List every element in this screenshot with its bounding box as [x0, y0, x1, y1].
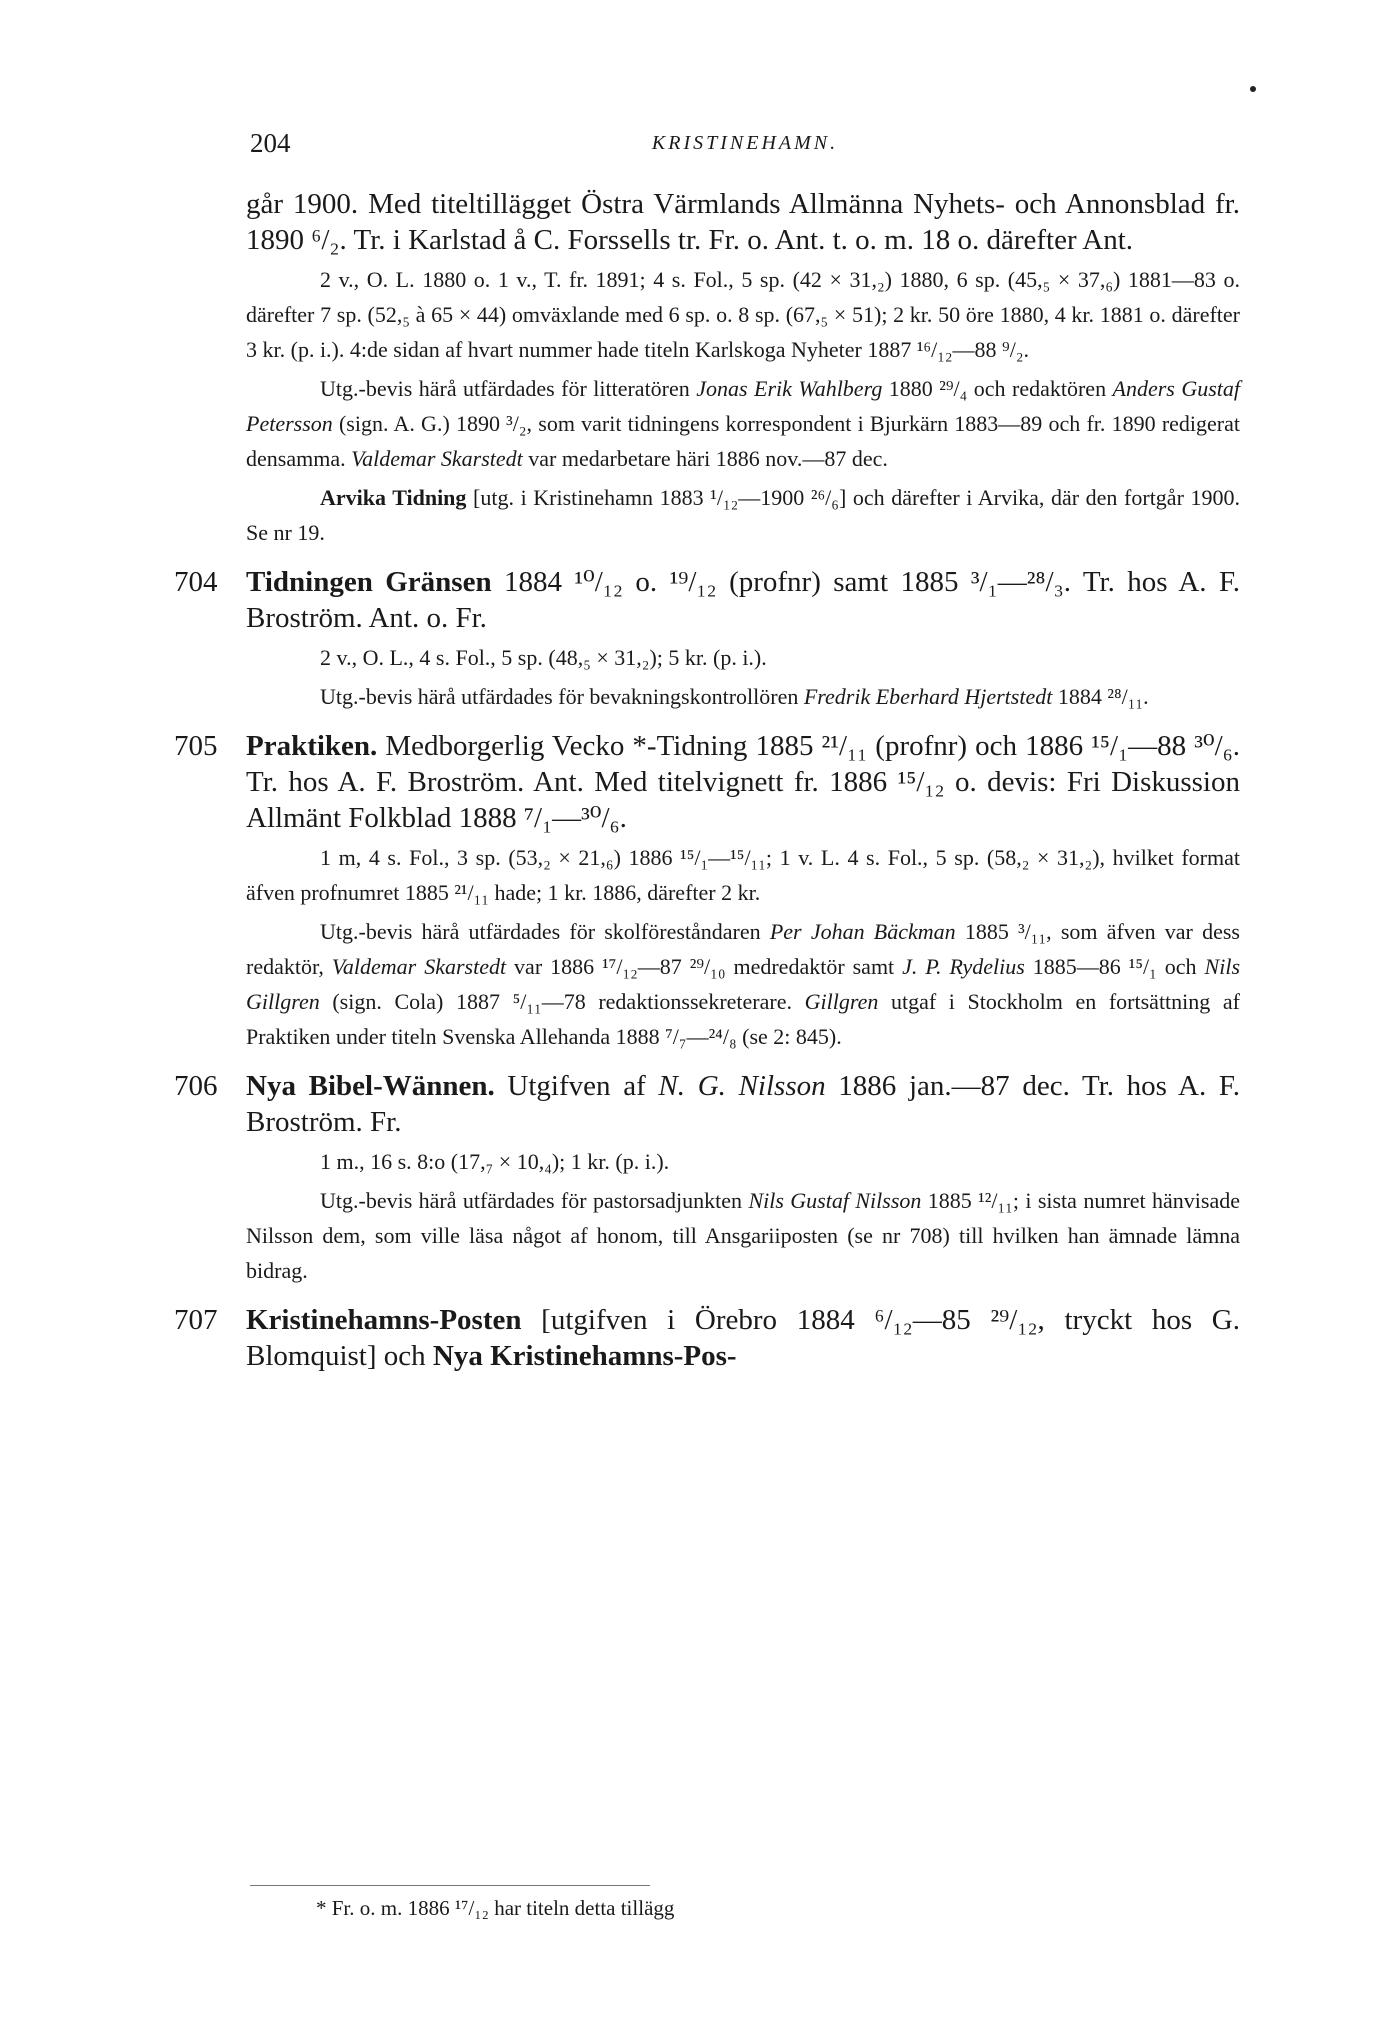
entry-publisher-note: Utg.-bevis härå utfärdades för skolföreståndaren Per Johan Bäckman 1885 ³/₁₁, som äfven var dess redaktör, Valdemar Skarstedt var 1886 ¹⁷/₁₂—87 ²⁹/₁₀ medredaktör samt J. P. Rydelius 1885—86 ¹⁵/₁ och Nils Gillgren (sign. Cola) 1887 ⁵/₁₁—78 redaktionssekreterare. Gillgren utgaf i Stockholm en fortsättning af Praktiken under titeln Svenska Allehanda 1888 ⁷/₇—²⁴/₈ (se 2: 845).: [246, 919, 1241, 1049]
newspaper-title: Tidningen Gränsen: [246, 566, 492, 598]
newspaper-title: Kristinehamns-Posten: [246, 1304, 522, 1336]
entry-physical-description: 2 v., O. L., 4 s. Fol., 5 sp. (48,₅ × 31,₂); 5 kr. (p. i.).: [320, 645, 767, 670]
page-number: 204: [250, 128, 291, 158]
entry-main-text: Praktiken. Medborgerlig Vecko *-Tidning 1885 ²¹/₁₁ (profnr) och 1886 ¹⁵/₁—88 ³⁰/₆. Tr. hos A. F. Broström. Ant. Med titelvignett fr. 1886 ¹⁵/₁₂ o. devis: Fri Diskussion Allmänt Folkblad 1888 ⁷/₁—³⁰/₆.: [246, 730, 1240, 834]
person-name: Anders Gustaf Petersson: [246, 376, 1241, 436]
person-name: Valdemar Skarstedt: [351, 446, 523, 471]
entry-number: 707: [174, 1304, 218, 1336]
entry-publisher-note: Utg.-bevis härå utfärdades för bevakningskontrollören Fredrik Eberhard Hjertstedt 1884 ²⁸/₁₁.: [320, 684, 1149, 709]
person-name: Gillgren: [804, 989, 879, 1014]
person-name: Per Johan Bäckman: [769, 919, 956, 944]
newspaper-title: Nya Kristinehamns-Pos-: [432, 1340, 737, 1372]
continuation-physical-description: 2 v., O. L. 1880 o. 1 v., T. fr. 1891; 4 s. Fol., 5 sp. (42 × 31,₂) 1880, 6 sp. (45,₅ × 37,₆) 1881—83 o. därefter 7 sp. (52,₅ à 65 × 44) omväxlande med 6 sp. o. 8 sp. (67,₅ × 51); 2 kr. 50 öre 1880, 4 kr. 1881 o. därefter 3 kr. (p. i.). 4:de sidan af hvart nummer hade titeln Karlskoga Nyheter 1887 ¹⁶/₁₂—88 ⁹/₂.: [246, 267, 1240, 362]
page-content: [174, 186, 1241, 1374]
page-header: [250, 128, 1240, 168]
running-title: KRISTINEHAMN.: [651, 132, 839, 154]
entry-physical-description: 1 m., 16 s. 8:o (17,₇ × 10,₄); 1 kr. (p. i.).: [320, 1149, 670, 1174]
person-name: N. G. Nilsson: [658, 1070, 826, 1102]
entry-number: 706: [174, 1070, 218, 1102]
entry-main-text: Tidningen Gränsen 1884 ¹⁰/₁₂ o. ¹⁹/₁₂ (profnr) samt 1885 ³/₁—²⁸/₃. Tr. hos A. F. Broström. Ant. o. Fr.: [246, 566, 1240, 634]
newspaper-title: Arvika Tidning: [320, 485, 467, 510]
entry-publisher-note: Utg.-bevis härå utfärdades för pastorsadjunkten Nils Gustaf Nilsson 1885 ¹²/₁₁; i sista numret hänvisade Nilsson dem, som ville läsa något af honom, till Ansgariiposten (se nr 708) till hvilken han ämnade lämna bidrag.: [246, 1188, 1241, 1283]
entry-physical-description: 1 m, 4 s. Fol., 3 sp. (53,₂ × 21,₆) 1886 ¹⁵/₁—¹⁵/₁₁; 1 v. L. 4 s. Fol., 5 sp. (58,₂ × 31,₂), hvilket format äfven profnumret 1885 ²¹/₁₁ hade; 1 kr. 1886, därefter 2 kr.: [246, 845, 1240, 905]
continuation-arvika-note: Arvika Tidning [utg. i Kristinehamn 1883 ¹/₁₂—1900 ²⁶/₆] och därefter i Arvika, där den fortgår 1900. Se nr 19.: [246, 485, 1241, 545]
newspaper-title: Praktiken.: [246, 730, 378, 762]
person-name: J. P. Rydelius: [902, 954, 1025, 979]
person-name: Nils Gustaf Nilsson: [748, 1188, 922, 1213]
person-name: Jonas Erik Wahlberg: [696, 376, 883, 401]
entry-706: [174, 1068, 1241, 1288]
person-name: Fredrik Eberhard Hjertstedt: [803, 684, 1053, 709]
entry-main-text: Nya Bibel-Wännen. Utgifven af N. G. Nilsson 1886 jan.—87 dec. Tr. hos A. F. Broström. Fr.: [246, 1070, 1240, 1138]
entry-number: 704: [174, 566, 218, 598]
continuation-main-text: går 1900. Med titeltillägget Östra Värmlands Allmänna Nyhets- och Annonsblad fr. 1890 ⁶/₂. Tr. i Karlstad å C. Forssells tr. Fr. o. Ant. t. o. m. 18 o. därefter Ant.: [246, 188, 1240, 256]
entry-704: [174, 564, 1240, 714]
person-name: Valdemar Skarstedt: [331, 954, 507, 979]
footnote: * Fr. o. m. 1886 ¹⁷/₁₂ har titeln detta tillägg: [316, 1896, 675, 1920]
entry-707: [174, 1302, 1240, 1374]
footnote-rule: [250, 1885, 650, 1886]
continuation-publisher-note: Utg.-bevis härå utfärdades för litteratören Jonas Erik Wahlberg 1880 ²⁹/₄ och redaktören Anders Gustaf Petersson (sign. A. G.) 1890 ³/₂, som varit tidningens korrespondent i Bjurkärn 1883—89 och fr. 1890 redigerat densamma. Valdemar Skarstedt var medarbetare häri 1886 nov.—87 dec.: [246, 376, 1241, 471]
person-name: Nils Gillgren: [246, 954, 1241, 1014]
stray-ink-dot: [1250, 86, 1256, 92]
newspaper-title: Nya Bibel-Wännen.: [246, 1070, 495, 1102]
entry-705: [174, 728, 1241, 1054]
entry-number: 705: [174, 730, 218, 762]
entry-continuation: [246, 186, 1240, 550]
entry-main-text: Kristinehamns-Posten [utgifven i Örebro 1884 ⁶/₁₂—85 ²⁹/₁₂, tryckt hos G. Blomquist] och Nya Kristinehamns-Pos-: [246, 1304, 1240, 1372]
